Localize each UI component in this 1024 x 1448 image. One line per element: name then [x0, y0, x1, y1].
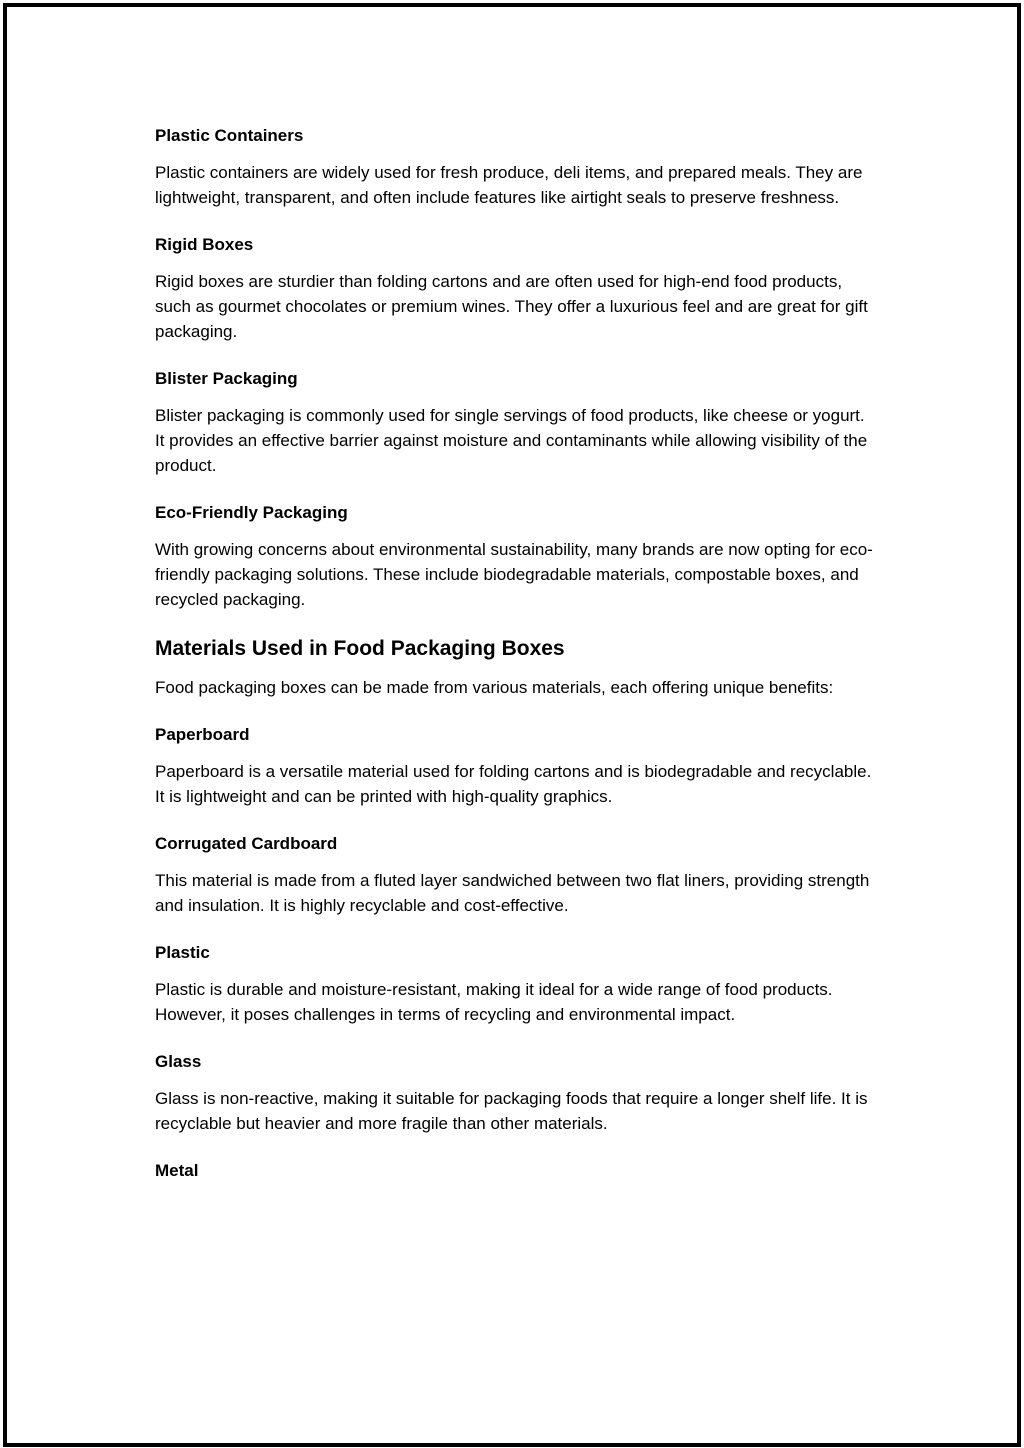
subheading: Plastic — [155, 943, 210, 962]
section-rigid-boxes — [155, 233, 875, 344]
paragraph: Paperboard is a versatile material used for folding cartons and is biodegradable and recyclable. It is lightweight and can be printed with high-quality graphics. — [155, 762, 872, 806]
material-glass — [155, 1050, 875, 1136]
paragraph: This material is made from a fluted layer sandwiched between two flat liners, providing strength and insulation. It is highly recyclable and cost-effective. — [155, 871, 870, 915]
subheading: Eco-Friendly Packaging — [155, 503, 348, 522]
material-plastic — [155, 941, 875, 1027]
subheading: Paperboard — [155, 725, 250, 744]
section-intro: Food packaging boxes can be made from various materials, each offering unique benefits: — [155, 678, 834, 697]
section-blister-packaging — [155, 367, 875, 478]
section-eco-friendly-packaging — [155, 501, 875, 612]
subheading: Corrugated Cardboard — [155, 834, 338, 853]
material-corrugated-cardboard — [155, 832, 875, 918]
material-paperboard — [155, 723, 875, 809]
paragraph: Plastic containers are widely used for fresh produce, deli items, and prepared meals. They are lightweight, transparent, and often include features like airtight seals to preserve freshness. — [155, 163, 863, 207]
paragraph: Plastic is durable and moisture-resistant, making it ideal for a wide range of food products. However, it poses challenges in terms of recycling and environmental impact. — [155, 980, 833, 1024]
paragraph: Glass is non-reactive, making it suitable for packaging foods that require a longer shelf life. It is recyclable but heavier and more fragile than other materials. — [155, 1089, 868, 1133]
section-title: Materials Used in Food Packaging Boxes — [155, 637, 565, 660]
paragraph: Blister packaging is commonly used for single servings of food products, like cheese or yogurt. It provides an effective barrier against moisture and contaminants while allowing visibility of the product. — [155, 406, 868, 475]
material-metal — [155, 1159, 875, 1183]
paragraph: Rigid boxes are sturdier than folding cartons and are often used for high-end food products, such as gourmet chocolates or premium wines. They offer a luxurious feel and are great for gift packaging. — [155, 272, 868, 341]
subheading: Metal — [155, 1161, 199, 1180]
document-body — [155, 124, 875, 1206]
subheading: Glass — [155, 1052, 202, 1071]
subheading: Blister Packaging — [155, 369, 298, 388]
subheading: Rigid Boxes — [155, 235, 254, 254]
subheading: Plastic Containers — [155, 126, 304, 145]
section-plastic-containers — [155, 124, 875, 210]
paragraph: With growing concerns about environmental sustainability, many brands are now opting for eco-friendly packaging solutions. These include biodegradable materials, compostable boxes, and recycled packaging. — [155, 540, 873, 609]
